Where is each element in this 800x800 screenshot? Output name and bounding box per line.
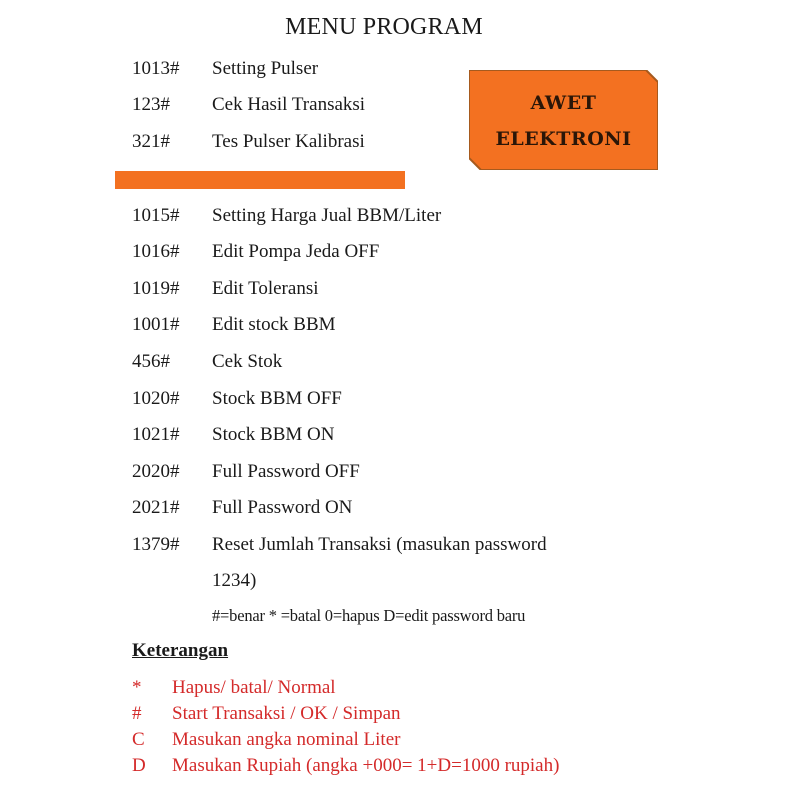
menu-label: Edit stock BBM [212, 314, 336, 335]
menu-code: 1001# [132, 314, 180, 335]
menu-code: 1021# [132, 424, 180, 445]
menu-label: Setting Pulser [212, 58, 319, 79]
menu-row [132, 424, 334, 446]
menu-row [132, 534, 547, 556]
menu-code: 1015# [132, 205, 180, 226]
keterangan-item [132, 677, 336, 699]
menu-label: Cek Stok [212, 351, 283, 372]
menu-label: Full Password OFF [212, 461, 360, 482]
menu-label: Stock BBM ON [212, 424, 335, 445]
menu-row [132, 241, 379, 263]
menu-code: 123# [132, 94, 170, 115]
menu-row [132, 314, 336, 336]
menu-code: 1020# [132, 388, 180, 409]
menu-code: 1016# [132, 241, 180, 262]
menu-row [132, 497, 352, 519]
keterangan-text: Masukan angka nominal Liter [172, 729, 401, 750]
menu-row [132, 278, 319, 300]
menu-label: Edit Toleransi [212, 278, 319, 299]
menu-code: 456# [132, 351, 170, 372]
keterangan-symbol: D [132, 755, 146, 776]
menu-row [132, 461, 360, 483]
menu-label: Stock BBM OFF [212, 388, 342, 409]
menu-code: 321# [132, 131, 170, 152]
page-title: MENU PROGRAM [285, 14, 483, 40]
badge-shape [469, 70, 658, 170]
menu-code: 1379# [132, 534, 180, 555]
menu-label-continuation: 1234) [212, 570, 257, 591]
menu-label: Tes Pulser Kalibrasi [212, 131, 365, 152]
menu-row [132, 131, 365, 153]
menu-label: Edit Pompa Jeda OFF [212, 241, 380, 262]
menu-label: Full Password ON [212, 497, 353, 518]
menu-row [132, 94, 365, 116]
keterangan-symbol: # [132, 703, 142, 724]
keterangan-item [132, 729, 400, 751]
badge-line-2: ELEKTRONI [495, 128, 632, 150]
menu-row [132, 205, 441, 227]
keterangan-heading: Keterangan [132, 640, 229, 661]
brand-badge [469, 70, 658, 170]
menu-code: 2021# [132, 497, 180, 518]
password-legend: #=benar * =batal 0=hapus D=edit password baru [212, 606, 526, 625]
menu-label: Reset Jumlah Transaksi (masukan password [212, 534, 547, 555]
menu-row [132, 388, 342, 410]
keterangan-item [132, 703, 401, 725]
accent-bar [115, 171, 405, 189]
keterangan-text: Hapus/ batal/ Normal [172, 677, 336, 698]
keterangan-text: Masukan Rupiah (angka +000= 1+D=1000 rupiah) [172, 755, 560, 776]
menu-code: 1019# [132, 278, 180, 299]
badge-line-1: AWET [530, 92, 597, 114]
menu-label: Setting Harga Jual BBM/Liter [212, 205, 442, 226]
keterangan-symbol: C [132, 729, 145, 750]
menu-code: 1013# [132, 58, 180, 79]
keterangan-symbol: * [132, 677, 142, 698]
menu-label: Cek Hasil Transaksi [212, 94, 366, 115]
keterangan-text: Start Transaksi / OK / Simpan [172, 703, 401, 724]
keterangan-item [132, 755, 559, 777]
menu-code: 2020# [132, 461, 180, 482]
menu-row [132, 351, 282, 373]
menu-row [132, 58, 318, 80]
